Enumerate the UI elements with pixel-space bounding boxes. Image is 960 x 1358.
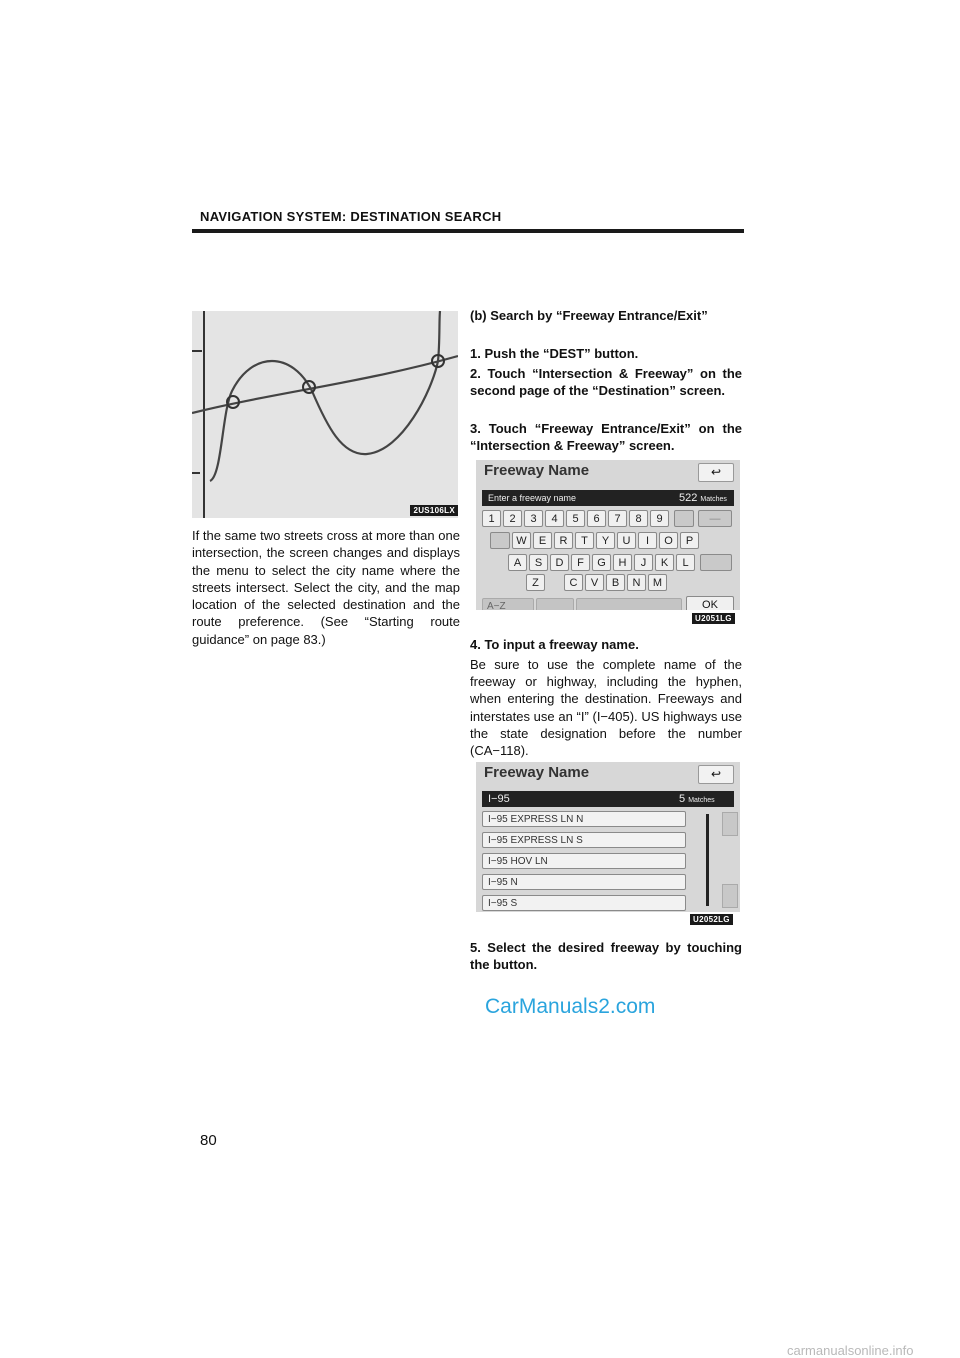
freeway-search-input[interactable]: Enter a freeway name (482, 490, 674, 506)
key-p[interactable]: P (680, 532, 699, 549)
match-count-value: 5 (679, 793, 686, 805)
step-5: 5. Select the desired freeway by touching the button. (470, 940, 742, 972)
freeway-name-list-screen (476, 762, 740, 912)
scrollbar-track[interactable] (706, 814, 709, 906)
screen-title: Freeway Name (484, 764, 590, 781)
key-5[interactable]: 5 (566, 510, 585, 527)
key-hyphen[interactable]: — (698, 510, 732, 527)
other-button[interactable] (536, 598, 574, 610)
match-count-label: Matches (688, 797, 715, 804)
freeway-item[interactable]: I−95 EXPRESS LN N (482, 811, 686, 827)
step-4: 4. To input a freeway name. (470, 637, 639, 652)
key-w[interactable]: W (512, 532, 531, 549)
key-7[interactable]: 7 (608, 510, 627, 527)
key-l[interactable]: L (676, 554, 695, 571)
match-count (674, 791, 734, 807)
key-k[interactable]: K (655, 554, 674, 571)
key-h[interactable]: H (613, 554, 632, 571)
figure-code: 2US106LX (410, 505, 458, 516)
footer-watermark: carmanualsonline.info (787, 1343, 914, 1358)
key-d[interactable]: D (550, 554, 569, 571)
key-r[interactable]: R (554, 532, 573, 549)
freeway-item[interactable]: I−95 S (482, 895, 686, 911)
key-blank-left (490, 532, 510, 549)
key-1[interactable]: 1 (482, 510, 501, 527)
section-header: NAVIGATION SYSTEM: DESTINATION SEARCH (200, 209, 502, 224)
freeway-heading: (b) Search by “Freeway Entrance/Exit” (470, 308, 708, 323)
key-4[interactable]: 4 (545, 510, 564, 527)
key-t[interactable]: T (575, 532, 594, 549)
key-o[interactable]: O (659, 532, 678, 549)
ok-button[interactable]: OK (686, 596, 734, 610)
freeway-name-keyboard-screen (476, 460, 740, 610)
intersection-description: If the same two streets cross at more than one intersection, the screen changes and displays the menu to select the city name where the streets intersect. Select the city, and the map location of the selected destination and the route preference. (See “Starting route guidance” on page 83.) (192, 528, 460, 647)
watermark-logo: CarManuals2.com (485, 995, 656, 1018)
key-y[interactable]: Y (596, 532, 615, 549)
freeway-item[interactable]: I−95 N (482, 874, 686, 890)
freeway-name-instructions: Be sure to use the complete name of the freeway or highway, including the hyphen, when entering the destination. Freeways and interstates use an “I” (I−405). US highways use the state designation before the number (CA−118). (470, 657, 742, 759)
step-3: 3. Touch “Freeway Entrance/Exit” on the “Intersection & Freeway” screen. (470, 421, 742, 453)
back-arrow-icon: ↩ (710, 767, 722, 781)
screen1-code: U2051LG (692, 613, 735, 624)
key-i[interactable]: I (638, 532, 657, 549)
key-c[interactable]: C (564, 574, 583, 591)
key-n[interactable]: N (627, 574, 646, 591)
key-8[interactable]: 8 (629, 510, 648, 527)
match-count-value: 522 (679, 492, 698, 504)
key-s[interactable]: S (529, 554, 548, 571)
key-v[interactable]: V (585, 574, 604, 591)
match-count (674, 490, 734, 506)
freeway-search-input[interactable]: I−95 (482, 791, 674, 807)
key-2[interactable]: 2 (503, 510, 522, 527)
back-button[interactable] (698, 463, 734, 482)
key-6[interactable]: 6 (587, 510, 606, 527)
key-3[interactable]: 3 (524, 510, 543, 527)
scroll-down-button[interactable] (722, 884, 738, 908)
key-a[interactable]: A (508, 554, 527, 571)
space-button[interactable] (576, 598, 682, 610)
key-u[interactable]: U (617, 532, 636, 549)
intersection-diagram (192, 311, 458, 518)
freeway-item[interactable]: I−95 EXPRESS LN S (482, 832, 686, 848)
match-count-label: Matches (700, 496, 727, 503)
step-2: 2. Touch “Intersection & Freeway” on the second page of the “Destination” screen. (470, 366, 742, 398)
back-button[interactable] (698, 765, 734, 784)
screen-title: Freeway Name (484, 462, 590, 479)
page-number: 80 (200, 1132, 217, 1149)
header-rule (192, 229, 744, 233)
freeway-item[interactable]: I−95 HOV LN (482, 853, 686, 869)
scroll-up-button[interactable] (722, 812, 738, 836)
screen2-code: U2052LG (690, 914, 733, 925)
back-arrow-icon: ↩ (710, 465, 722, 479)
az-button[interactable]: A−Z (482, 598, 534, 610)
key-g[interactable]: G (592, 554, 611, 571)
key-blank-right (700, 554, 732, 571)
key-j[interactable]: J (634, 554, 653, 571)
key-e[interactable]: E (533, 532, 552, 549)
step-1: 1. Push the “DEST” button. (470, 346, 639, 361)
key-0[interactable] (674, 510, 694, 527)
intersection-figure (192, 311, 458, 518)
key-m[interactable]: M (648, 574, 667, 591)
key-f[interactable]: F (571, 554, 590, 571)
key-z[interactable]: Z (526, 574, 545, 591)
key-b[interactable]: B (606, 574, 625, 591)
key-9[interactable]: 9 (650, 510, 669, 527)
